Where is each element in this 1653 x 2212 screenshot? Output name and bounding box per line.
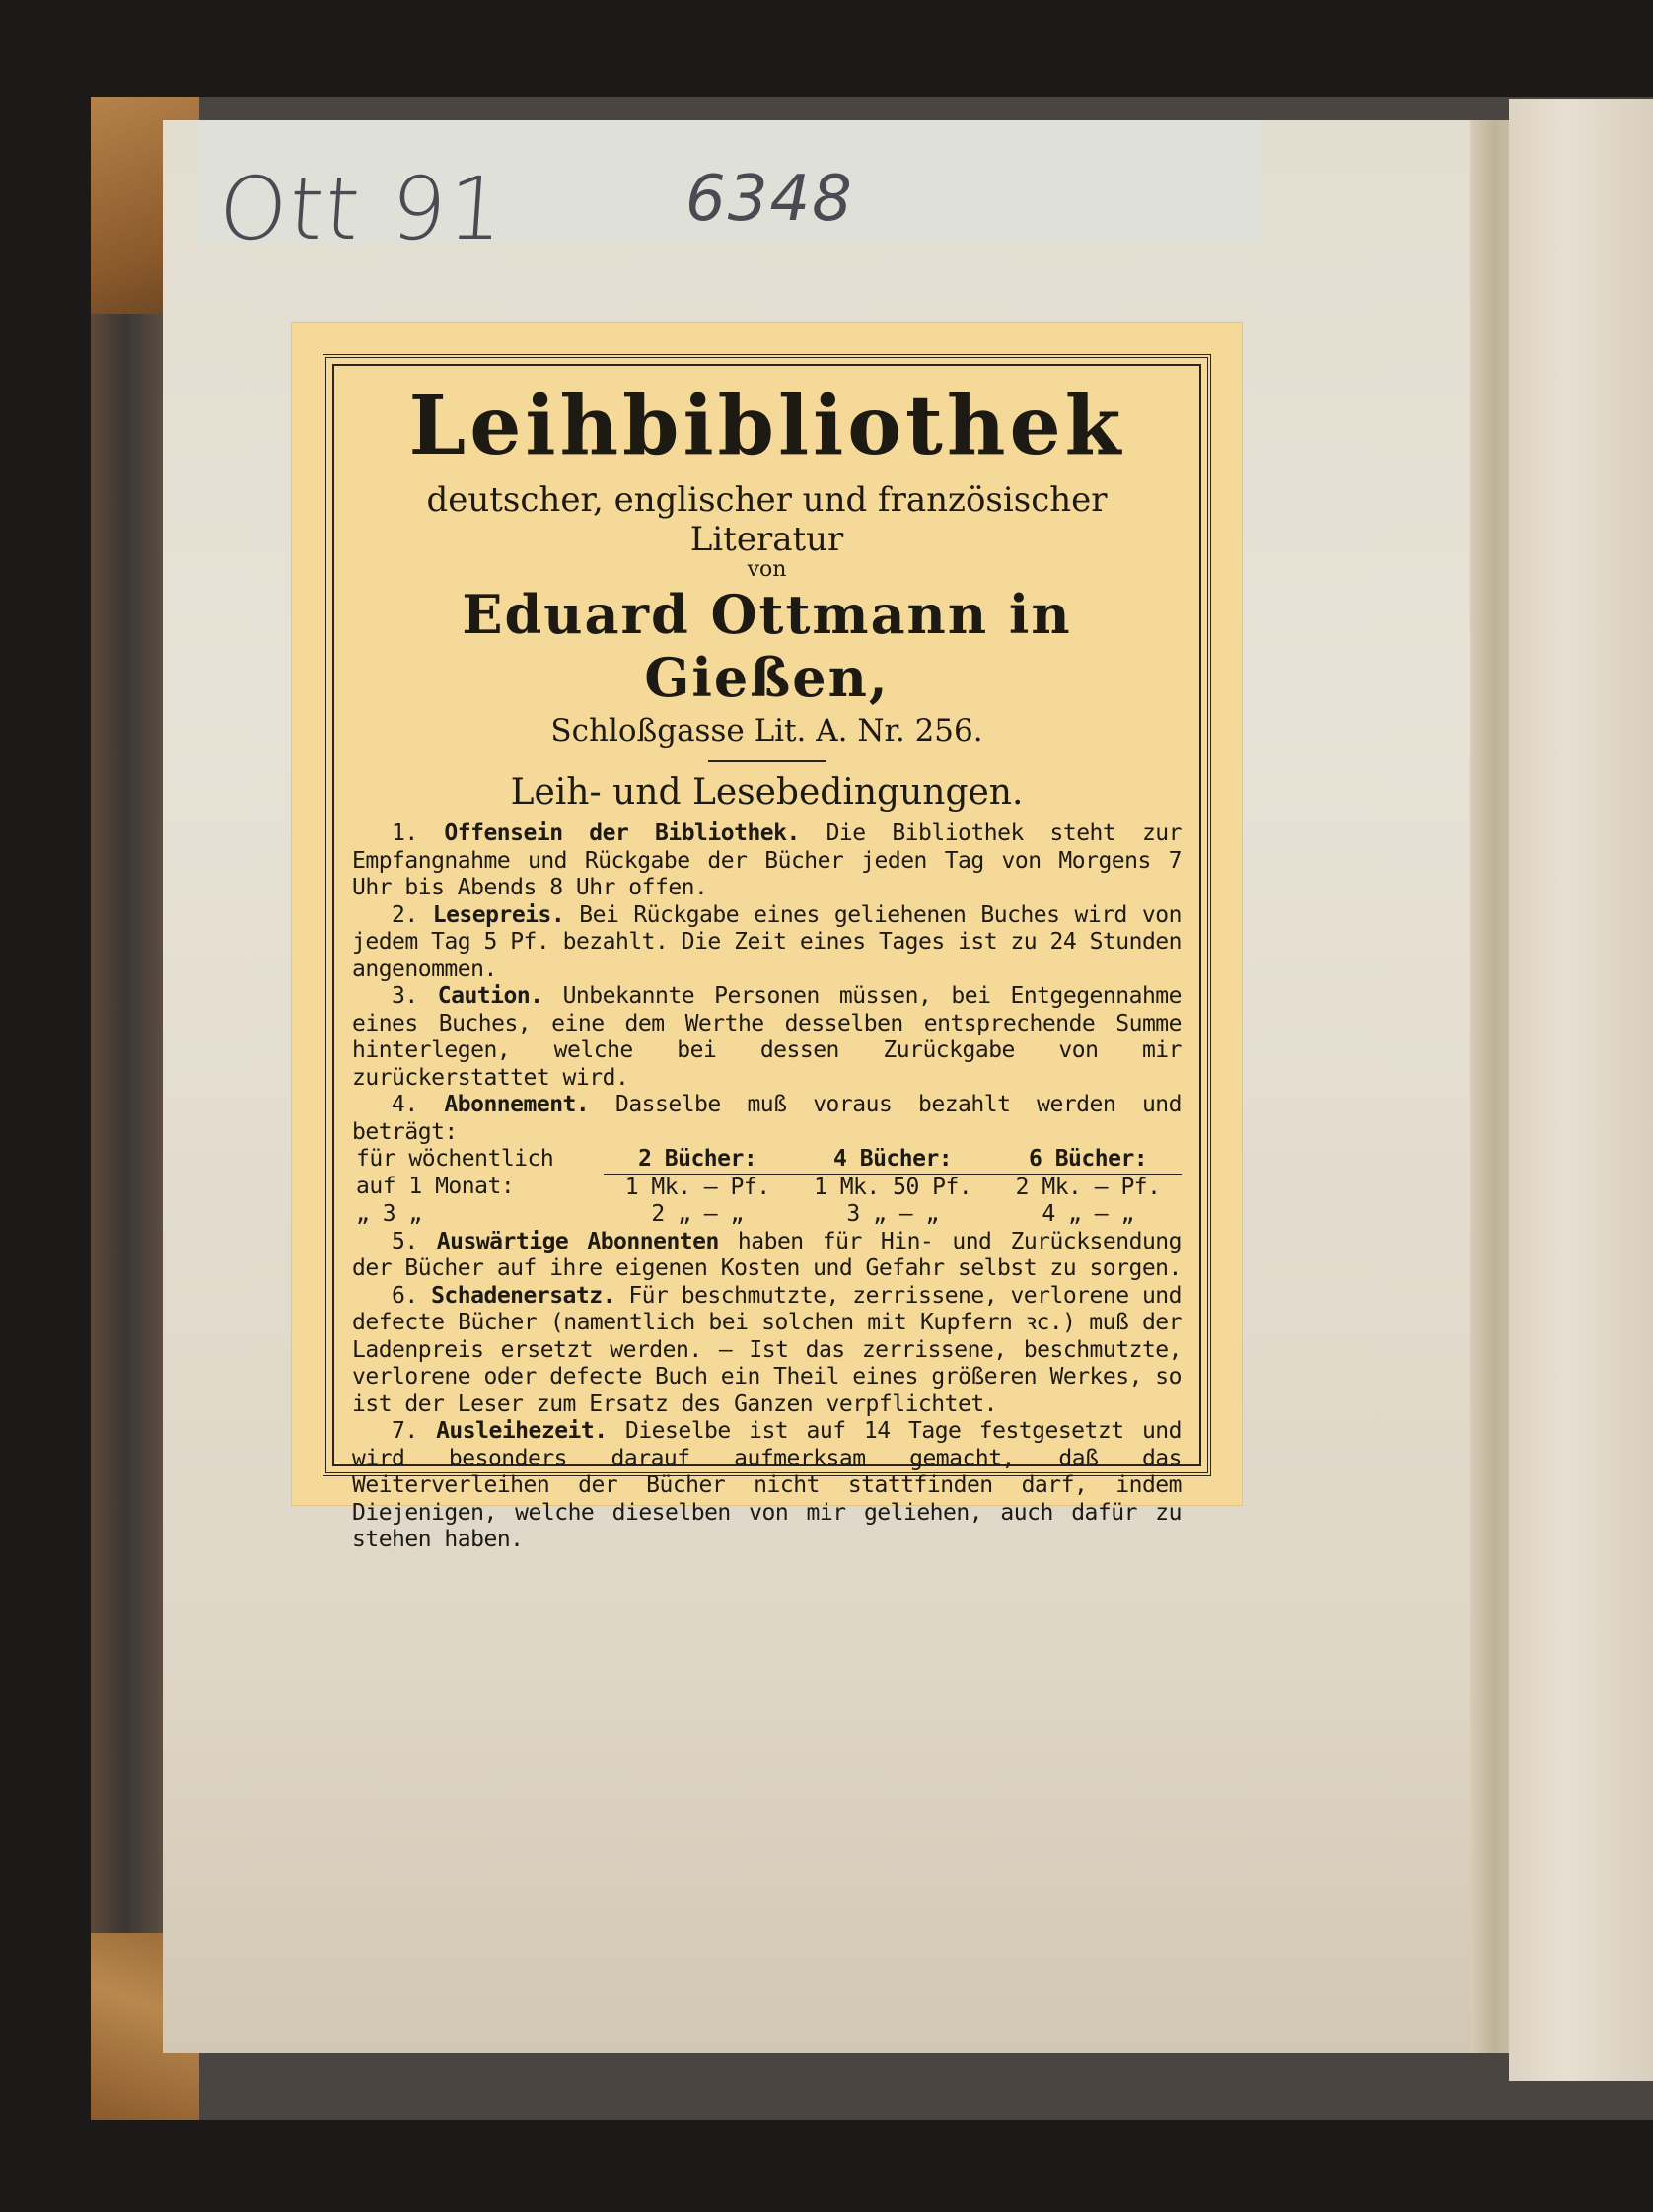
conditions-title: Leih- und Lesebedingungen. [510, 772, 1024, 814]
clause-number: 4. [392, 1092, 418, 1118]
clause-body: Unbekannte Personen müssen, bei Entgegennahme eines Buches, eine dem Werthe desselben entsprechende Summe hinterlegen, welche bei dessen Zurückgabe von mir zurückerstattet wird. [352, 983, 1182, 1091]
clause-heading: Auswärtige Abonnenten [436, 1228, 719, 1254]
clause-heading: Schadenersatz. [431, 1282, 615, 1309]
clause-number: 2. [392, 901, 418, 928]
handwritten-shelfmark: Ott 91 [215, 158, 509, 259]
conditions-list [352, 821, 1182, 1554]
rates-header: 2 Bücher: [604, 1146, 791, 1174]
clause-5 [352, 1229, 1182, 1283]
clause-heading: Abonnement. [444, 1092, 590, 1118]
divider-rule [708, 760, 826, 762]
clause-number: 5. [392, 1228, 418, 1254]
clause-1 [352, 821, 1182, 902]
subscription-rates-table [352, 1146, 1182, 1229]
clause-6 [352, 1283, 1182, 1419]
rates-row-label: auf 1 Monat: [356, 1174, 515, 1200]
flyleaf-page-edge [1509, 99, 1653, 2081]
clause-heading: Caution. [437, 983, 543, 1010]
clause-body: haben für Hin- und Zurücksendung der Bücher auf ihre eigenen Kosten und Gefahr selbst zu sorgen. [352, 1228, 1182, 1282]
label-address: Schloßgasse Lit. A. Nr. 256. [550, 713, 983, 749]
clause-4 [352, 1092, 1182, 1146]
label-title: Leihbibliothek [408, 379, 1125, 473]
label-text [352, 379, 1182, 1554]
rates-cell: 2 „ — „ [651, 1201, 744, 1228]
rates-cell: 4 „ — „ [1042, 1201, 1134, 1228]
rates-header: 6 Bücher: [994, 1146, 1182, 1174]
clause-3 [352, 983, 1182, 1092]
clause-body: Bei Rückgabe eines geliehenen Buches wird von jedem Tag 5 Pf. bezahlt. Die Zeit eines Tages ist zu 24 Stunden angenommen. [352, 901, 1182, 982]
rates-cell: 2 Mk. — Pf. [1015, 1174, 1161, 1200]
clause-number: 3. [392, 983, 418, 1010]
clause-7 [352, 1418, 1182, 1554]
clause-heading: Ausleihezeit. [436, 1418, 608, 1445]
label-subtitle: deutscher, englischer und französischer Literatur [426, 480, 1108, 560]
clause-heading: Offensein der Bibliothek. [444, 821, 800, 847]
clause-2 [352, 902, 1182, 984]
handwritten-number: 6348 [685, 163, 854, 236]
clause-body: Dieselbe ist auf 14 Tage festgesetzt und wird besonders darauf aufmerksam gemacht, daß das Weiterverleihen der Bücher nicht stattfinden darf, indem Diejenigen, welche dieselben von mir geliehen, auch dafür zu stehen haben. [352, 1418, 1182, 1553]
clause-body: Für beschmutzte, zerrissene, verlorene und defecte Bücher (namentlich bei solchen mit Kupfern ꝛc.) muß der Ladenpreis ersetzt werden. — Ist das zerrissene, beschmutzte, verlorene oder defecte Buch ein Theil eines größeren Werkes, so ist der Leser zum Ersatz des Ganzen verpflichtet. [352, 1282, 1182, 1417]
label-von: von [747, 557, 787, 583]
clause-heading: Lesepreis. [432, 901, 565, 928]
rates-row [352, 1174, 1182, 1201]
rates-cell: 1 Mk. — Pf. [624, 1174, 770, 1200]
library-label [291, 322, 1243, 1553]
label-owner: Eduard Ottmann in Gießen, [462, 583, 1072, 710]
rates-cell: 1 Mk. 50 Pf. [814, 1174, 972, 1200]
rates-row-label: für wöchentlich [356, 1146, 554, 1173]
clause-body: Die Bibliothek steht zur Empfangnahme und Rückgabe der Bücher jeden Tag von Morgens 7 Uhr bis Abends 8 Uhr offen. [352, 821, 1182, 901]
clause-number: 7. [392, 1418, 418, 1445]
rates-header: 4 Bücher: [791, 1146, 994, 1174]
rates-row-label: „ 3 „ [356, 1201, 422, 1228]
rates-cell: 3 „ — „ [846, 1201, 939, 1228]
clause-number: 1. [392, 821, 418, 847]
clause-number: 6. [392, 1282, 418, 1309]
clause-body: Dasselbe muß voraus bezahlt werden und beträgt: [352, 1092, 1182, 1145]
rates-header-row [352, 1146, 1182, 1174]
rates-row [352, 1201, 1182, 1229]
